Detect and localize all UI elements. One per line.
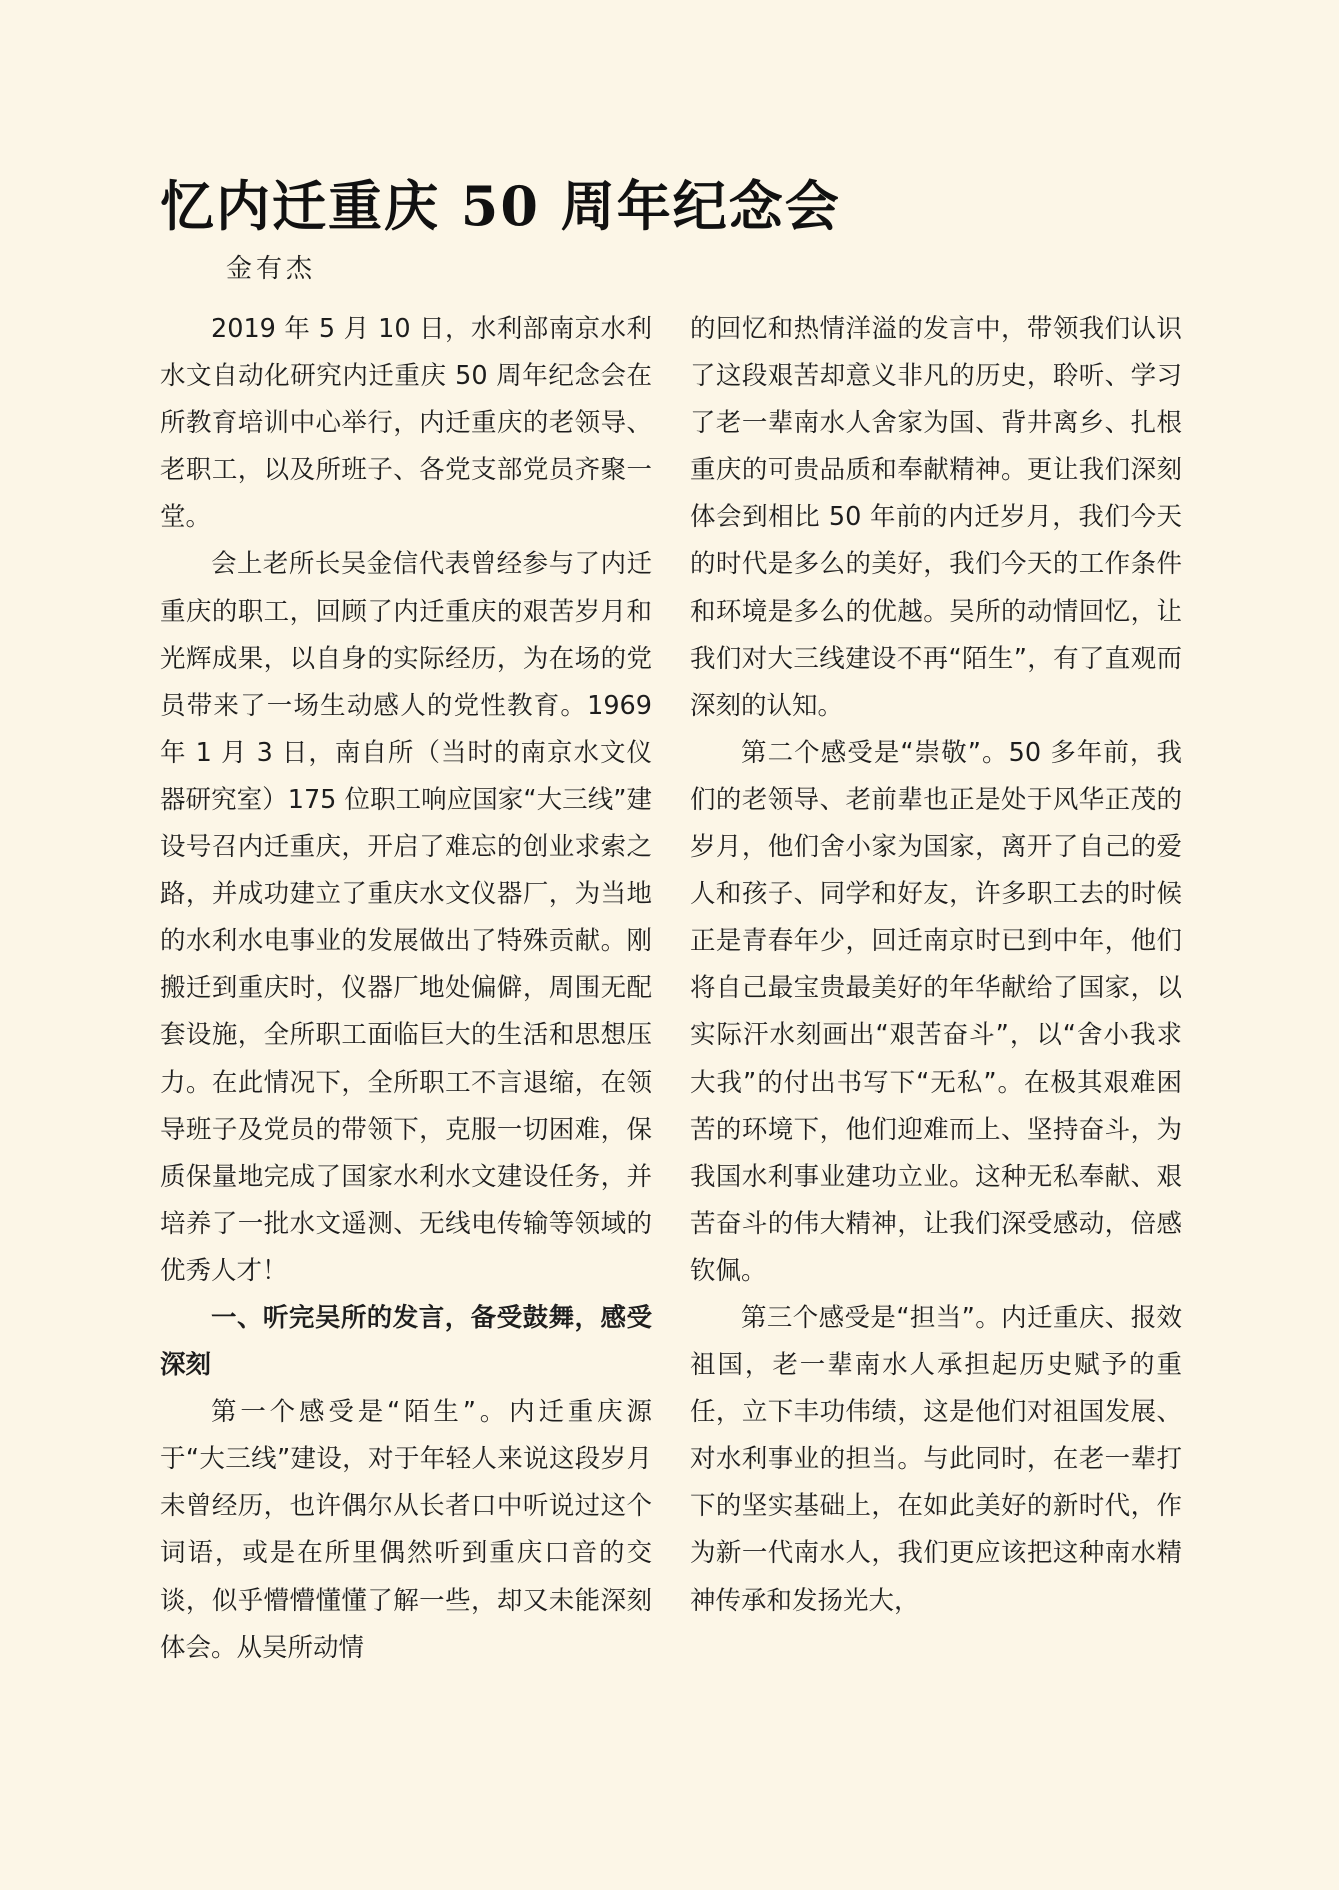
paragraph-intro: 2019 年 5 月 10 日，水利部南京水利水文自动化研究内迁重庆 50 周年纪念会在所教育培训中心举行，内迁重庆的老领导、老职工，以及所班子、各党支部党员齐聚一堂。 [160, 314, 652, 533]
paragraph-feeling-1-continued: 的回忆和热情洋溢的发言中，带领我们认识了这段艰苦却意义非凡的历史，聆听、学习了老一辈南水人舍家为国、背井离乡、扎根重庆的可贵品质和奉献精神。更让我们深刻体会到相比 50 年前的内迁岁月，我们今天的时代是多么的美好，我们今天的工作条件和环境是多么的优越。吴所的动情回忆，让我们对大三线建设不再“陌生”，有了直观而深刻的认知。 [690, 314, 1182, 721]
paragraph-feeling-1: 第一个感受是“陌生”。内迁重庆源于“大三线”建设，对于年轻人来说这段岁月未曾经历，也许偶尔从长者口中听说过这个词语，或是在所里偶然听到重庆口音的交谈，似乎懵懵懂懂了解一些，却又未能深刻体会。从吴所动情 [160, 1397, 652, 1663]
paragraph-feeling-2: 第二个感受是“崇敬”。50 多年前，我们的老领导、老前辈也正是处于风华正茂的岁月，他们舍小家为国家，离开了自己的爱人和孩子、同学和好友，许多职工去的时候正是青春年少，回迁南京时已到中年，他们将自己最宝贵最美好的年华献给了国家，以实际汗水刻画出“艰苦奋斗”，以“舍小我求大我”的付出书写下“无私”。在极其艰难困苦的环境下，他们迎难而上、坚持奋斗，为我国水利事业建功立业。这种无私奉献、艰苦奋斗的伟大精神，让我们深受感动，倍感钦佩。 [690, 737, 1182, 1286]
paragraph-feeling-3: 第三个感受是“担当”。内迁重庆、报效祖国，老一辈南水人承担起历史赋予的重任，立下丰功伟绩，这是他们对祖国发展、对水利事业的担当。与此同时，在老一辈打下的坚实基础上，在如此美好的新时代，作为新一代南水人，我们更应该把这种南水精神传承和发扬光大， [690, 1302, 1182, 1616]
article-title: 忆内迁重庆 50 周年纪念会 [160, 174, 841, 238]
left-column [160, 306, 652, 1706]
right-column [690, 306, 1182, 1706]
section-heading: 一、听完吴所的发言，备受鼓舞，感受深刻 [160, 1302, 652, 1381]
paragraph-history: 会上老所长吴金信代表曾经参与了内迁重庆的职工，回顾了内迁重庆的艰苦岁月和光辉成果，以自身的实际经历，为在场的党员带来了一场生动感人的党性教育。1969 年 1 月 3 日，南自所（当时的南京水文仪器研究室）175 位职工响应国家“大三线”建设号召内迁重庆，开启了难忘的创业求索之路，并成功建立了重庆水文仪器厂，为当地的水利水电事业的发展做出了特殊贡献。刚搬迁到重庆时，仪器厂地处偏僻，周围无配套设施，全所职工面临巨大的生活和思想压力。在此情况下，全所职工不言退缩，在领导班子及党员的带领下，克服一切困难，保质保量地完成了国家水利水文建设任务，并培养了一批水文遥测、无线电传输等领域的优秀人才！ [160, 549, 652, 1286]
article-author: 金有杰 [226, 254, 317, 284]
